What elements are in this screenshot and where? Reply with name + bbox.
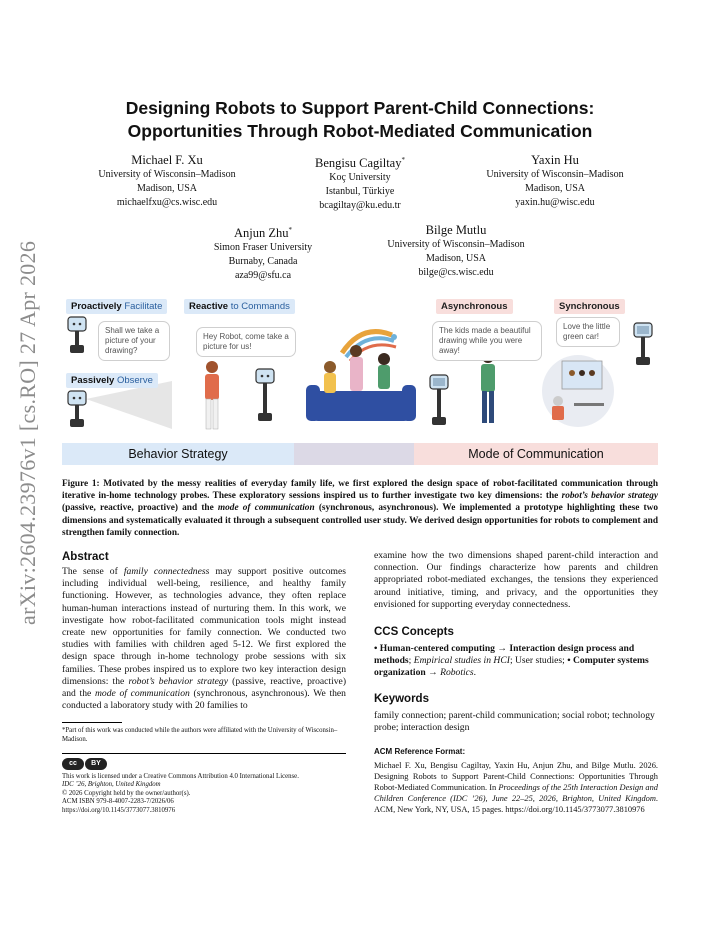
author-location: Istanbul, Türkiye: [325, 186, 395, 198]
title-line-2: Opportunities Through Robot-Mediated Communication: [127, 121, 593, 141]
author-block: [262, 152, 458, 213]
abstract-heading: Abstract: [62, 551, 109, 563]
author-affiliation: University of Wisconsin–Madison: [387, 239, 525, 250]
speech-bubble-proactive: Shall we take a picture of your drawing?: [98, 321, 170, 361]
author-name: Bengisu Cagiltay*: [315, 156, 405, 171]
author-affiliation: Simon Fraser University: [213, 242, 313, 254]
robot-icon: [68, 391, 86, 427]
right-column: [374, 550, 658, 815]
title-line-1: Designing Robots to Support Parent-Child Connections:: [125, 98, 595, 118]
author-email[interactable]: aza99@sfu.ca: [234, 270, 292, 282]
video-call-room-illustration: [542, 355, 614, 427]
paper-title: [62, 97, 658, 143]
author-email[interactable]: michaelfxu@cs.wisc.edu: [116, 197, 218, 208]
teaser-figure: [62, 295, 658, 465]
family-couch-illustration: [306, 332, 416, 421]
author-name: Michael F. Xu: [131, 153, 203, 167]
robot-icon: [68, 317, 86, 353]
ccs-heading: CCS Concepts: [374, 626, 454, 639]
chip-synchronous: Synchronous: [554, 299, 625, 314]
author-name: Anjun Zhu*: [233, 226, 292, 241]
by-icon: BY: [85, 758, 107, 770]
strip-behavior-strategy: Behavior Strategy: [62, 443, 294, 465]
acm-reference-text: Michael F. Xu, Bengisu Cagiltay, Yaxin Hu, Anjun Zhu, and Bilge Mutlu. 2026. Designing Robots to Support Parent-Child Connections: Opportunities Through Robot-Mediated Communication. In Proceedings of the 25th Interaction Design and Children Conference (IDC ’26), June 22–25, 2026, Brighton, United Kingdom. ACM, New York, NY, USA, 15 pages. https://doi.org/10.1145/3773077.3810976: [374, 761, 658, 815]
author-location: Burnaby, Canada: [228, 256, 298, 268]
keywords-heading: Keywords: [374, 692, 429, 705]
author-block: [62, 152, 272, 210]
ccs-text: • Human-centered computing → Interaction design process and methods; Empirical studies in HCI; User studies; • Computer systems organization → Robotics.: [374, 643, 649, 679]
author-location: Madison, USA: [425, 253, 486, 264]
robot-icon: [430, 375, 448, 425]
venue-line: IDC ’26, Brighton, United Kingdom: [62, 781, 161, 789]
author-affiliation: University of Wisconsin–Madison: [486, 169, 624, 180]
footnote-rule: [62, 722, 122, 723]
author-name: Bilge Mutlu: [425, 223, 487, 237]
abstract-continuation: examine how the two dimensions shaped parent-child interaction and connection. Our findings characterize how parents and children appropriated robot-mediated exchanges, the tensions they experienced around initiative, timing, and privacy, and the opportunities they envisioned for supporting everyday connectedness.: [374, 550, 658, 610]
author-block: [180, 222, 346, 283]
isbn-line: ACM ISBN 979-8-4007-2283-7/2026/06: [62, 798, 174, 806]
robot-icon: [634, 323, 652, 365]
author-name: Yaxin Hu: [531, 153, 579, 167]
author-email[interactable]: bilge@cs.wisc.edu: [418, 267, 494, 278]
license-rule: [62, 753, 346, 754]
keywords-text: family connection; parent-child communication; social robot; technology probe; interaction design: [374, 709, 655, 733]
footnote: *Part of this work was conducted while the authors were affiliated with the University of Wisconsin–Madison.: [62, 727, 338, 744]
sensing-cone-shape: [86, 381, 172, 429]
parent-figure-icon: [205, 361, 219, 429]
author-block: [452, 152, 658, 210]
author-affiliation: University of Wisconsin–Madison: [98, 169, 236, 180]
chip-asynchronous: Asynchronous: [436, 299, 513, 314]
chip-passive: Passively Observe: [66, 373, 158, 388]
strip-gradient-middle: [294, 443, 414, 465]
author-location: Madison, USA: [136, 183, 197, 194]
speech-bubble-async: The kids made a beautiful drawing while you were away!: [432, 321, 542, 361]
parent-with-phone-icon: [481, 351, 495, 423]
robot-icon: [256, 369, 274, 421]
figure-caption: Figure 1: Motivated by the messy realities of everyday family life, we first explored the design space of robot-facilitated communication through iterative in-home technology probes. These exploratory sessions inspired us to further investigate two key dimensions: the robot’s behavior strategy (passive, reactive, proactive) and the mode of communication (synchronous, asynchronous). We implemented a prototype highlighting these two dimensions and systematically evaluated it through a subsequent controlled user study. We derived design opportunities for robots to complement and strengthen family connection.: [62, 479, 658, 538]
arxiv-stamp: arXiv:2604.23976v1 [cs.RO] 27 Apr 2026: [15, 240, 40, 625]
acm-reference-heading: ACM Reference Format:: [374, 747, 466, 757]
speech-bubble-sync: Love the little green car!: [556, 317, 620, 347]
chip-proactive: Proactively Facilitate: [66, 299, 167, 314]
left-column: [62, 550, 346, 816]
author-affiliation: Koç University: [329, 172, 391, 184]
speech-bubble-reactive: Hey Robot, come take a picture for us!: [196, 327, 296, 357]
copyright-line: © 2026 Copyright held by the owner/author(s).: [62, 789, 191, 797]
author-location: Madison, USA: [524, 183, 585, 194]
author-block: [356, 222, 556, 280]
author-email[interactable]: yaxin.hu@wisc.edu: [515, 197, 595, 208]
license-line: This work is licensed under a Creative Commons Attribution 4.0 International License.: [62, 772, 299, 780]
strip-mode-of-communication: Mode of Communication: [414, 443, 658, 465]
abstract-text: The sense of family connectedness may support positive outcomes including individual well-being, resilience, and healthy family functioning. However, as technologies advance, they often replace human-human interactions instead of nurturing them. In this work, we investigate how robot-facilitated communication tools might instead create new opportunities for family connection. We conducted two studies with families with children aged 5-12. We first explored the design space through in-home technology probe sessions with six families. These probes inspired us to explore two key interaction design dimensions: the robot’s behavior strategy (passive, reactive, proactive) and the mode of communication (synchronous, asynchronous). We then conducted a laboratory study with 20 families to: [62, 566, 347, 712]
doi-link[interactable]: https://doi.org/10.1145/3773077.3810976: [62, 807, 176, 814]
author-email[interactable]: bcagiltay@ku.edu.tr: [319, 200, 401, 212]
cc-icon: cc: [62, 758, 84, 770]
cc-by-badge: [62, 758, 346, 770]
chip-reactive: Reactive to Commands: [184, 299, 295, 314]
